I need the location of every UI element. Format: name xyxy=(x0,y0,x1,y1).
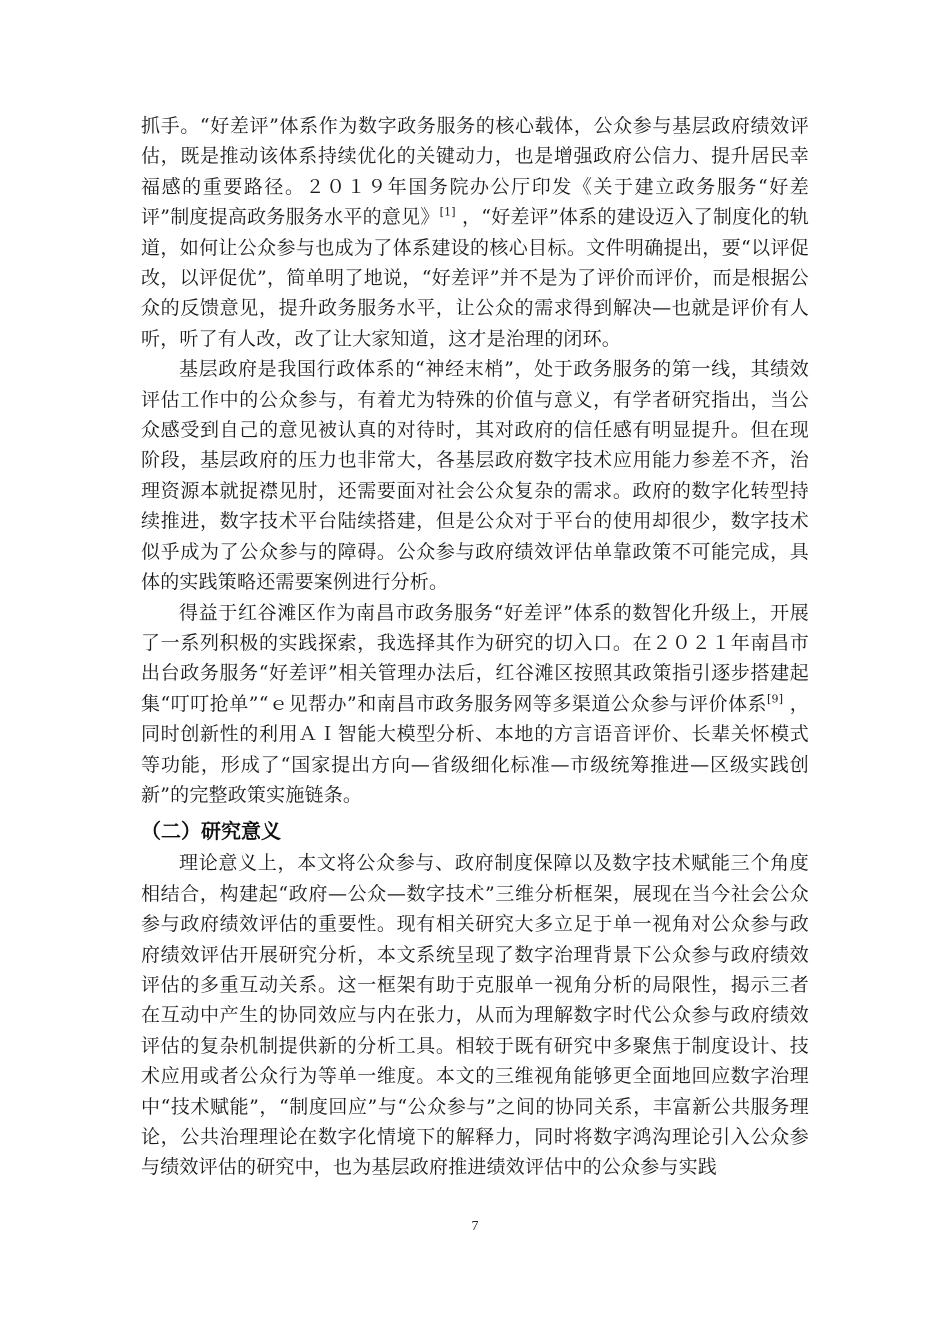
paragraph-text: ，“好差评”体系的建设迈入了制度化的轨道，如何让公众参与也成为了体系建设的核心目标。文件明确提出，要“以评促改，以评促优”，简单明了地说，“好差评”并不是为了评价而评价，而是根据公众的反馈意见，提升政务服务水平，让公众的需求得到解决—也就是评价有人听，听了有人改，改了让大家知道，这才是治理的闭环。 xyxy=(141,206,810,350)
paragraph-grassroots-government: 基层政府是我国行政体系的“神经末梢”，处于政务服务的第一线，其绩效评估工作中的公众参与，有着尤为特殊的价值与意义，有学者研究指出，当公众感受到自己的意见被认真的对待时，其对政府的信任感有明显提升。但在现阶段，基层政府的压力也非常大，各基层政府数字技术应用能力参差不齐，治理资源本就捉襟见肘，还需要面对社会公众复杂的需求。政府的数字化转型持续推进，数字技术平台陆续搭建，但是公众对于平台的使用却很少，数字技术似乎成为了公众参与的障碍。公众参与政府绩效评估单靠政策不可能完成，具体的实践策略还需要案例进行分析。 xyxy=(141,358,809,594)
paragraph-honggutan-case xyxy=(141,598,809,811)
page-number: 7 xyxy=(471,1219,479,1234)
paragraph-continuation xyxy=(141,111,809,354)
citation-ref-9: [9] xyxy=(767,692,784,706)
paragraph-text: ，同时创新性的利用ＡＩ智能大模型分析、本地的方言语音评价、长辈关怀模式等功能，形成了“国家提出方向—省级细化标准—市级统筹推进—区级实践创新”的完整政策实施链条。 xyxy=(141,692,809,806)
paragraph-theoretical-significance: 理论意义上，本文将公众参与、政府制度保障以及数字技术赋能三个角度相结合，构建起“政府—公众—数字技术”三维分析框架，展现在当今社会公众参与政府绩效评估的重要性。现有相关研究大多立足于单一视角对公众参与政府绩效评估开展研究分析，本文系统呈现了数字治理背景下公众参与政府绩效评估的多重互动关系。这一框架有助于克服单一视角分析的局限性，揭示三者在互动中产生的协同效应与内在张力，从而为理解数字时代公众参与政府绩效评估的复杂机制提供新的分析工具。相较于既有研究中多聚焦于制度设计、技术应用或者公众行为等单一维度。本文的三维视角能够更全面地回应数字治理中“技术赋能”，“制度回应”与“公众参与”之间的协同关系，丰富新公共服务理论，公共治理理论在数字化情境下的解释力，同时将数字鸿沟理论引入公众参与绩效评估的研究中，也为基层政府推进绩效评估中的公众参与实践 xyxy=(141,852,809,1179)
paragraph-text: 得益于红谷滩区作为南昌市政务服务“好差评”体系的数智化升级上，开展了一系列积极的实践探索，我选择其作为研究的切入口。在２０２１年南昌市出台政务服务“好差评”相关管理办法后，红谷滩区按照其政策指引逐步搭建起集“叮叮抢单”“ｅ见帮办”和南昌市政务服务网等多渠道公众参与评价体系 xyxy=(141,601,809,715)
paragraph-text: 抓手。“好差评”体系作为数字政务服务的核心载体，公众参与基层政府绩效评估，既是推动该体系持续优化的关键动力，也是增强政府公信力、提升居民幸福感的重要路径。２０１９年国务院办公厅印发《关于建立政务服务“好差评”制度提高政务服务水平的意见》 xyxy=(141,115,809,229)
citation-ref-1: [1] xyxy=(439,205,456,219)
page-body xyxy=(141,111,809,1183)
section-heading-research-significance: （二）研究意义 xyxy=(141,819,281,844)
